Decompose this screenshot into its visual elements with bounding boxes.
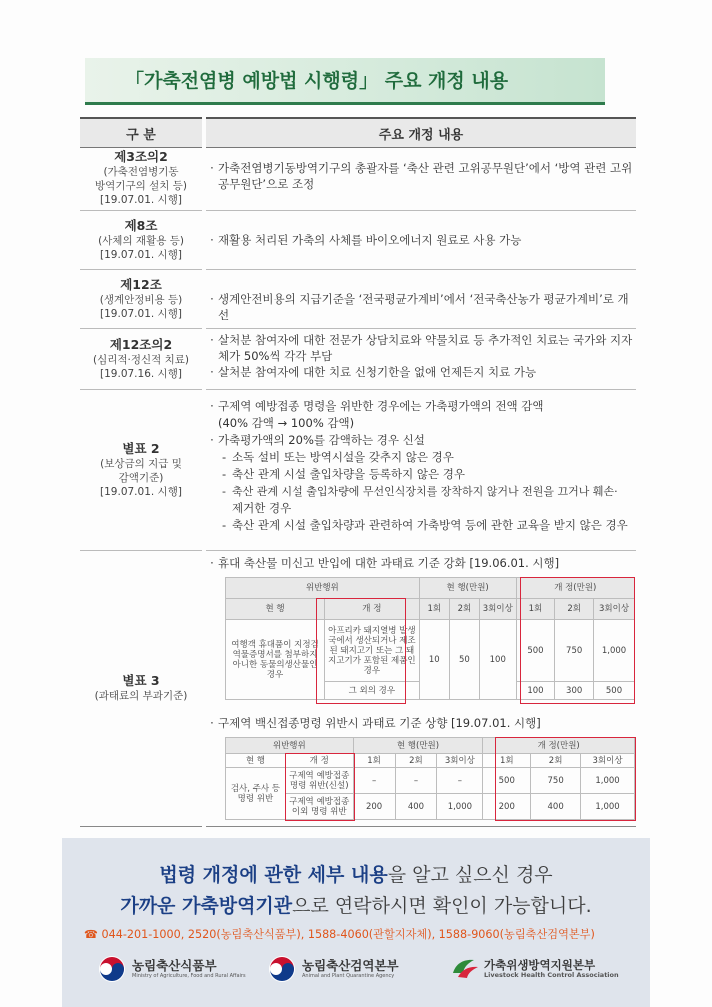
row-category xyxy=(80,390,202,551)
row-title: 별표 3 xyxy=(122,673,160,688)
col-count: 1회 xyxy=(419,599,449,620)
col-current-group: 현 행(만원) xyxy=(353,738,483,754)
phone-line: ☎ 044-201-1000, 2520(농림축산식품부), 1588-4060(관할지자체), 1588-9060(농림축산검역본부) xyxy=(84,928,595,941)
sub-item: - 축산 관계 시설 출입차량을 등록하지 않은 경우 xyxy=(222,467,466,481)
col-count: 1회 xyxy=(516,599,555,620)
sub-item: - 소독 설비 또는 방역시설을 갖추지 않은 경우 xyxy=(222,450,454,464)
page-title: 「가축전염병 예방법 시행령」 주요 개정 내용 xyxy=(125,70,509,92)
row-title: 제3조의2 xyxy=(114,148,168,164)
cell-value: 1,000 xyxy=(437,794,483,820)
cell-value: – xyxy=(353,768,395,794)
cell-value: 50 xyxy=(449,620,479,700)
row-content xyxy=(206,329,636,390)
header-category: 구 분 xyxy=(80,117,202,148)
logo-qia xyxy=(268,955,399,983)
cell-value: 400 xyxy=(531,794,581,820)
list-item: · 구제역 예방접종 명령을 위반한 경우에는 가축평가액의 전액 감액 xyxy=(210,399,544,413)
row-category xyxy=(80,211,202,270)
row-category xyxy=(80,270,202,329)
header-content: 주요 개정 내용 xyxy=(206,117,636,148)
row-desc: (생계안정비용 등) xyxy=(99,293,183,306)
contact-line-2: 가까운 가축방역기관으로 연락하시면 확인이 가능합니다. xyxy=(120,895,592,917)
cell-value: 300 xyxy=(555,682,594,700)
col-revised: 개 정 xyxy=(325,599,420,620)
cell-value: 200 xyxy=(483,794,531,820)
cell-value: 500 xyxy=(594,682,635,700)
cell-value: 750 xyxy=(555,620,594,682)
col-count: 2회 xyxy=(531,754,581,768)
row-title: 제8조 xyxy=(124,217,158,233)
row-desc: (심리적·정신적 치료) xyxy=(92,353,189,366)
col-revised-group: 개 정(만원) xyxy=(483,738,635,754)
cell-value: – xyxy=(437,768,483,794)
contact-box xyxy=(62,838,650,1007)
row-title: 별표 2 xyxy=(122,440,160,456)
row-date: [19.07.01. 시행] xyxy=(100,307,182,320)
cell-value: 100 xyxy=(479,620,516,700)
cell-value: 10 xyxy=(419,620,449,700)
row-category xyxy=(80,551,202,827)
cell-value: 500 xyxy=(483,768,531,794)
col-current: 현 행 xyxy=(226,599,325,620)
contact-line-1: 법령 개정에 관한 세부 내용을 알고 싶으신 경우 xyxy=(159,864,553,886)
row-date: [19.07.01. 시행] xyxy=(100,193,182,206)
list-item: · 살처분 참여자에 대한 전문가 상담치료와 약물치료 등 추가적인 치료는 국가와 지자체가 50%씩 각각 부담 xyxy=(210,333,633,363)
logo-name: 농림축산검역본부 xyxy=(302,957,399,973)
logo-name: 농림축산식품부 xyxy=(132,957,217,973)
row-date: [19.07.16. 시행] xyxy=(100,367,182,380)
row-desc: (사체의 재활용 등) xyxy=(98,234,184,247)
row-date: [19.07.01. 시행] xyxy=(100,248,182,261)
logo-name: 가축위생방역지원본부 xyxy=(484,957,596,972)
col-count: 3회이상 xyxy=(479,599,516,620)
list-item: · 가축전염병기동방역기구의 총괄자를 ‘축산 관련 고위공무원단’에서 ‘방역 관련 고위공무원단’으로 조정 xyxy=(210,161,633,191)
row-title: 제12조 xyxy=(120,276,162,292)
list-item: · 살처분 참여자에 대한 치료 신청기한을 없애 언제든지 치료 가능 xyxy=(210,365,537,379)
logo-en: Animal and Plant Quarantine Agency xyxy=(302,972,395,979)
cell-value: 400 xyxy=(395,794,437,820)
logo-en: Livestock Health Control Association xyxy=(484,970,619,979)
row-category xyxy=(80,146,202,211)
cell-current-text: 검사, 주사 등 명령 위반 xyxy=(226,768,286,820)
row-date: [19.07.01. 시행] xyxy=(100,485,182,498)
cell-revised-a: 아프리카 돼지열병 발생국에서 생산되거나 제조된 돼지고기 또는 그 돼지고기가 포함된 제품인 경우 xyxy=(325,620,420,682)
list-item: · 가축평가액의 20%를 감액하는 경우 신설 xyxy=(210,433,425,447)
col-revised-group: 개 정(만원) xyxy=(516,578,634,599)
lhca-emblem-icon xyxy=(450,955,480,981)
col-count: 1회 xyxy=(483,754,531,768)
list-item: · 휴대 축산물 미신고 반입에 대한 과태료 기준 강화 [19.06.01. 시행] xyxy=(210,556,560,570)
row-content xyxy=(206,390,636,551)
row-desc: 방역기구의 설치 등) xyxy=(95,179,187,192)
col-count: 3회이상 xyxy=(581,754,635,768)
penalty-table-1 xyxy=(225,577,635,700)
logo-lhca xyxy=(450,955,619,981)
penalty-table-2 xyxy=(225,737,635,820)
col-revised: 개 정 xyxy=(285,754,353,768)
taegeuk-icon xyxy=(268,955,296,983)
col-count: 3회이상 xyxy=(437,754,483,768)
cell-value: 1,000 xyxy=(594,620,635,682)
row-content xyxy=(206,211,636,270)
col-count: 1회 xyxy=(353,754,395,768)
taegeuk-icon xyxy=(98,955,126,983)
col-violation: 위반행위 xyxy=(226,738,354,754)
row-category xyxy=(80,329,202,390)
logo-mafra xyxy=(98,955,246,983)
col-count: 2회 xyxy=(449,599,479,620)
cell-value: 750 xyxy=(531,768,581,794)
row-desc: (가축전염병기동 xyxy=(103,165,179,178)
row-title: 제12조의2 xyxy=(109,336,173,352)
cell-revised-b: 그 외의 경우 xyxy=(325,682,420,700)
col-current-group: 현 행(만원) xyxy=(419,578,516,599)
cell-value: – xyxy=(395,768,437,794)
cell-value: 1,000 xyxy=(581,794,635,820)
cell-value: 100 xyxy=(516,682,555,700)
col-count: 3회이상 xyxy=(594,599,635,620)
row-desc: 감액기준) xyxy=(118,471,164,484)
row-content xyxy=(206,270,636,329)
cell-value: 200 xyxy=(353,794,395,820)
cell-value: 500 xyxy=(516,620,555,682)
col-current: 현 행 xyxy=(226,754,286,768)
list-item: · 재활용 처리된 가축의 사체를 바이오에너지 원료로 사용 가능 xyxy=(210,233,522,247)
cell-current-text: 여행객 휴대품이 지정검역물증명서를 첨부하지아니한 동물의생산물인 경우 xyxy=(226,620,325,700)
sub-item-cont: 제거한 경우 xyxy=(232,501,292,515)
title-banner xyxy=(85,58,605,105)
row-desc: (과태료의 부과기준) xyxy=(94,690,188,702)
cell-value: 1,000 xyxy=(581,768,635,794)
list-item: · 생계안전비용의 지급기준을 ‘전국평균가계비’에서 ‘전국축산농가 평균가계비’로 개선 xyxy=(210,292,629,322)
list-item: · 구제역 백신접종명령 위반시 과태료 기준 상향 [19.07.01. 시행] xyxy=(210,716,541,730)
phone-icon: ☎ xyxy=(84,928,98,941)
row-content xyxy=(206,146,636,211)
col-count: 2회 xyxy=(555,599,594,620)
row-desc: (보상금의 지급 및 xyxy=(100,457,182,470)
cell-revised-b: 구제역 예방접종 이외 명령 위반 xyxy=(285,794,353,820)
sub-item: - 축산 관계 시설 출입차량과 관련하여 가축방역 등에 관한 교육을 받지 않은 경우 xyxy=(222,518,628,532)
list-item-note: (40% 감액 → 100% 감액) xyxy=(218,416,355,430)
cell-revised-a: 구제역 예방접종 명령 위반(신설) xyxy=(285,768,353,794)
col-count: 2회 xyxy=(395,754,437,768)
sub-item: - 축산 관계 시설 출입차량에 무선인식장치를 장착하지 않거나 전원을 끄거나 훼손· xyxy=(222,485,618,498)
logo-en: Ministry of Agriculture, Food and Rural Affairs xyxy=(132,972,246,979)
col-violation: 위반행위 xyxy=(226,578,420,599)
